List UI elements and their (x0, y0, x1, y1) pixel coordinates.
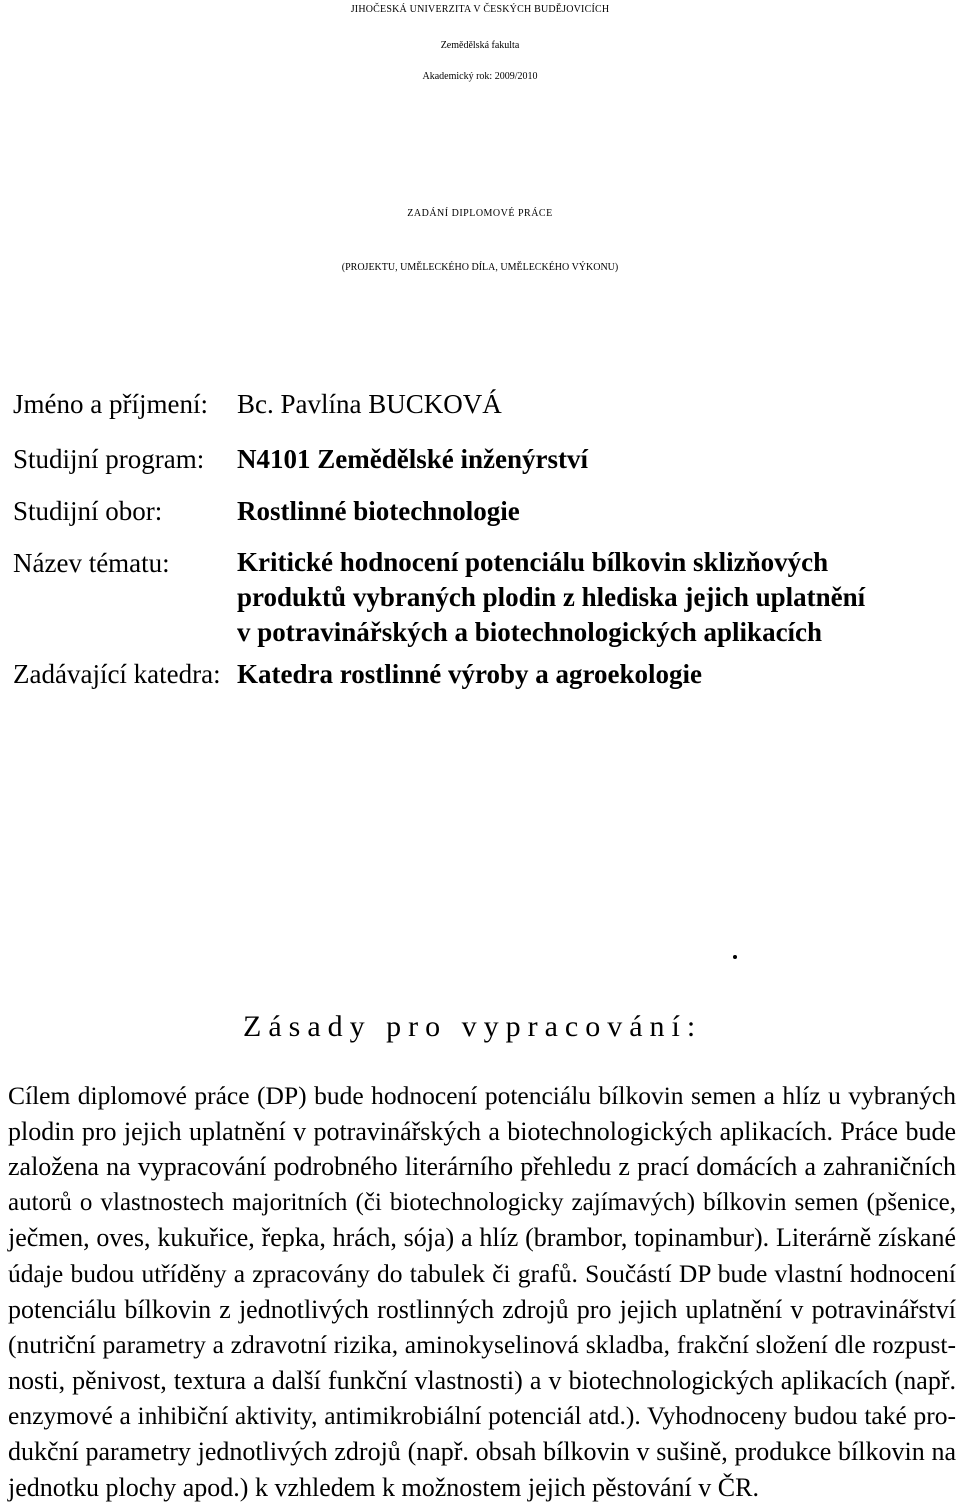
principles-line: údaje budou utříděny a zpracovány do tabulek či grafů. Součástí DP bude vlastní hodnocení (8, 1258, 956, 1288)
field-label-topic: Název tématu: (13, 548, 170, 578)
topic-line: v potravinářských a biotechnologických aplikacích (237, 617, 823, 647)
faculty-name: Zemědělská fakulta (440, 40, 520, 51)
principles-line: potenciálu bílkovin z jednotlivých rostlinných zdrojů pro jejich uplatnění v potravinářství (8, 1294, 956, 1324)
university-name: JIHOČESKÁ UNIVERZITA V ČESKÝCH BUDĚJOVICÍCH (350, 3, 610, 16)
principles-line: plodin pro jejich uplatnění v potravinářských a biotechnologických aplikacích. Práce bude (8, 1116, 956, 1146)
field-value-department: Katedra rostlinné výroby a agroekologie (237, 659, 702, 689)
principles-line: (nutriční parametry a zdravotní rizika, aminokyselinová skladba, frakční složení dle rozpust- (8, 1330, 956, 1360)
principles-body (8, 1078, 956, 1505)
principles-line: ječmen, oves, kukuřice, řepka, hrách, sója) a hlíz (brambor, topinambur). Literárně získané (8, 1223, 956, 1253)
field-value-name: Bc. Pavlína BUCKOVÁ (237, 389, 502, 419)
stray-dot (733, 955, 737, 959)
field-label-field: Studijní obor: (13, 496, 163, 526)
field-label-program: Studijní program: (13, 444, 205, 474)
field-value-program: N4101 Zemědělské inženýrství (237, 444, 588, 474)
field-value-topic (237, 545, 865, 650)
principles-line: enzymové a inhibiční aktivity, antimikrobiální potenciál atd.). Vyhodnoceny budou také pro- (8, 1401, 956, 1431)
principles-line: založena na vypracování podrobného literárního přehledu z prací domácích a zahraničních (8, 1152, 956, 1182)
principles-heading: Zásady pro vypracování: (243, 1010, 703, 1043)
field-value-field: Rostlinné biotechnologie (237, 496, 520, 526)
principles-line: jednotku plochy apod.) k vzhledem k možnostem jejich pěstování v ČR. (8, 1472, 759, 1502)
topic-line: Kritické hodnocení potenciálu bílkovin sklizňových (237, 547, 829, 577)
document-subtitle: (PROJEKTU, UMĚLECKÉHO DÍLA, UMĚLECKÉHO VÝKONU) (341, 262, 619, 273)
principles-line: Cílem diplomové práce (DP) bude hodnocení potenciálu bílkovin semen a hlíz u vybraných (8, 1081, 956, 1110)
field-label-department: Zadávající katedra: (13, 659, 221, 689)
principles-line: dukční parametry jednotlivých zdrojů (např. obsah bílkovin v sušině, produkce bílkovin na (8, 1436, 956, 1466)
topic-line: produktů vybraných plodin z hlediska jejich uplatnění (237, 582, 866, 612)
principles-line: autorů o vlastnostech majoritních (či biotechnologicky zajímavých) bílkovin semen (pšenice, (8, 1188, 956, 1216)
document-title: ZADÁNÍ DIPLOMOVÉ PRÁCE (407, 208, 553, 219)
academic-year: Akademický rok: 2009/2010 (422, 71, 538, 82)
field-label-name: Jméno a příjmení: (13, 389, 208, 419)
principles-line: nosti, pěnivost, textura a další funkční vlastnosti) a v biotechnologických aplikacích (např. (8, 1365, 956, 1395)
